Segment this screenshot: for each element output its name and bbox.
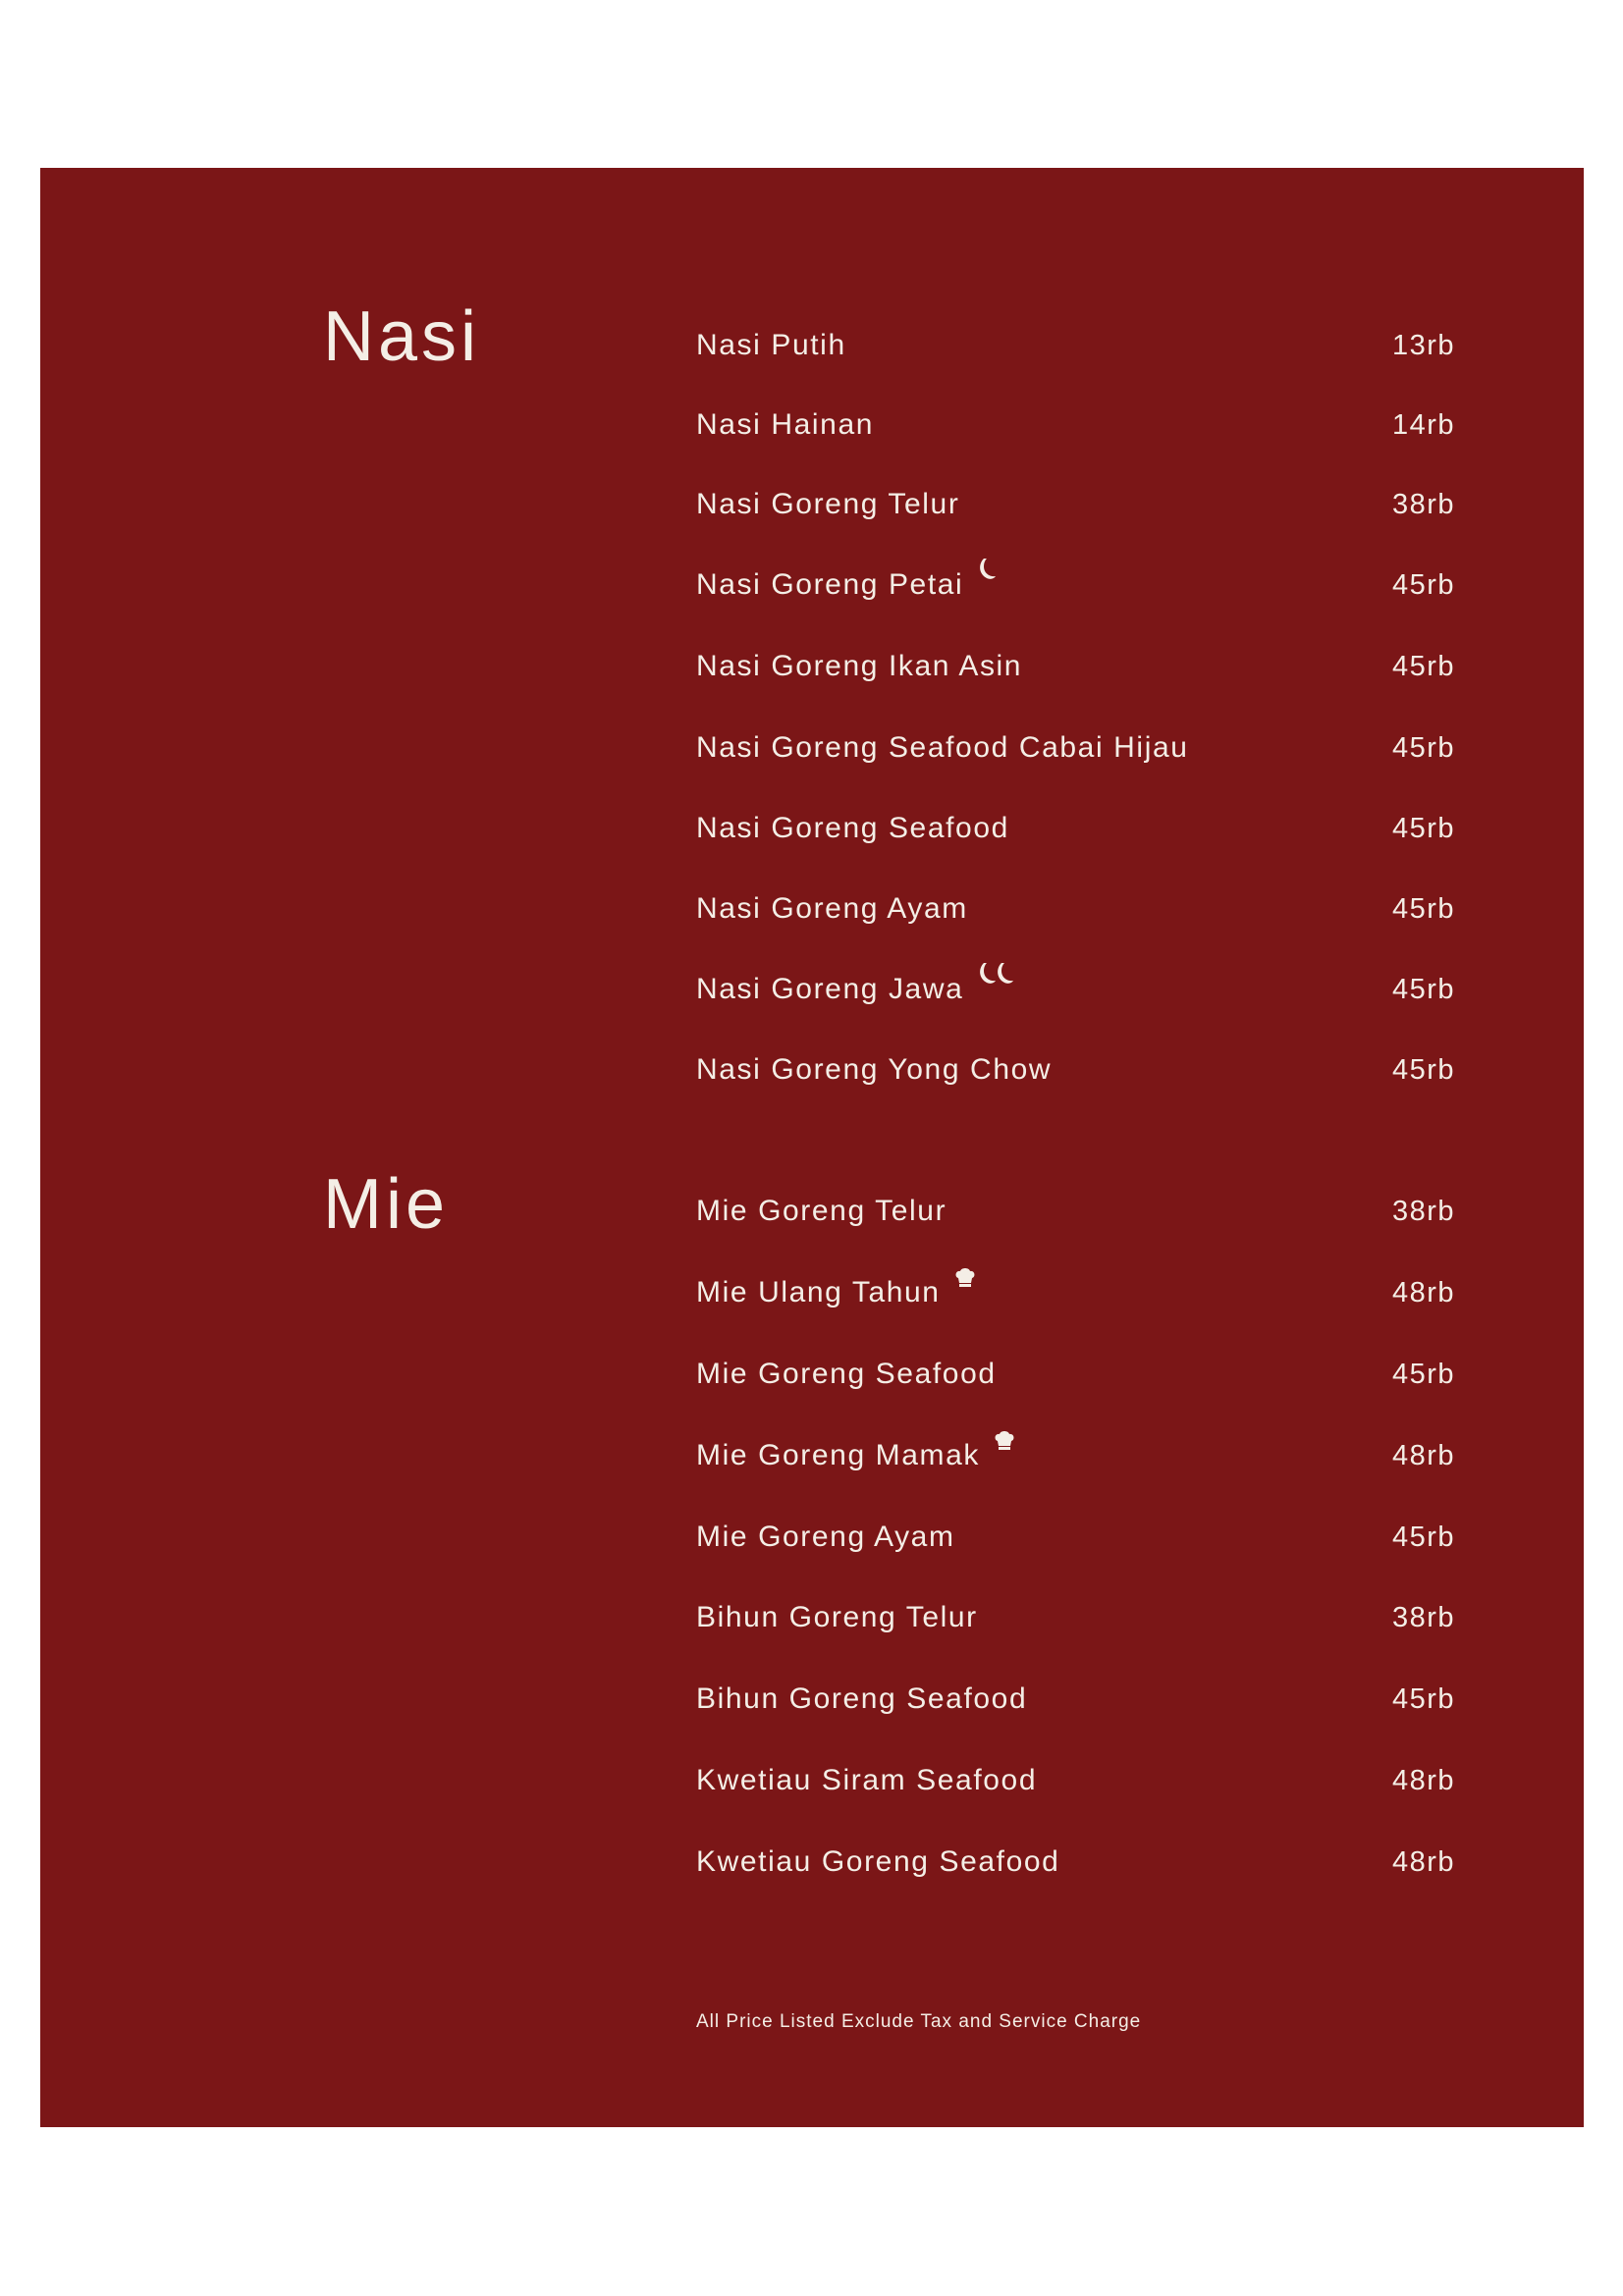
menu-item-name: Nasi Hainan xyxy=(696,408,875,441)
chili-single-icon xyxy=(975,557,997,582)
chef-hat-icon xyxy=(994,1429,1015,1451)
menu-item-price: 45rb xyxy=(1391,974,1455,1005)
menu-item-name: Mie Goreng Seafood xyxy=(696,1358,997,1390)
menu-item-name: Nasi Goreng Telur xyxy=(696,488,960,520)
menu-item-name: Mie Goreng Telur xyxy=(696,1195,947,1227)
menu-item-name: Nasi Goreng Seafood Cabai Hijau xyxy=(696,731,1189,764)
menu-item-name: Kwetiau Goreng Seafood xyxy=(696,1845,1060,1878)
menu-item-name: Nasi Goreng Seafood xyxy=(696,812,1009,844)
menu-item-name: Nasi Goreng Yong Chow xyxy=(696,1053,1053,1086)
menu-item-name: Mie Ulang Tahun xyxy=(696,1276,941,1308)
menu-item-name: Nasi Goreng Jawa xyxy=(696,973,964,1005)
menu-item-price: 48rb xyxy=(1391,1765,1455,1796)
menu-item-price: 38rb xyxy=(1391,1196,1455,1227)
menu-item-price: 45rb xyxy=(1391,1054,1455,1086)
menu-item xyxy=(696,1278,976,1308)
menu-item-price: 45rb xyxy=(1391,1522,1455,1553)
menu-item-name: Bihun Goreng Telur xyxy=(696,1601,978,1633)
menu-item-price: 48rb xyxy=(1391,1440,1455,1471)
menu-item-name: Mie Goreng Mamak xyxy=(696,1439,981,1471)
menu-item xyxy=(696,975,1016,1004)
footer-note: All Price Listed Exclude Tax and Service Charge xyxy=(696,2011,1142,2032)
menu-item-price: 14rb xyxy=(1391,409,1455,441)
menu-item-price: 45rb xyxy=(1391,1359,1455,1390)
menu-item-price: 45rb xyxy=(1391,893,1455,925)
menu-item-price: 45rb xyxy=(1391,732,1455,764)
menu-item-price: 45rb xyxy=(1391,651,1455,682)
menu-item xyxy=(696,570,997,600)
menu-item-price: 45rb xyxy=(1391,1683,1455,1715)
menu-item-price: 45rb xyxy=(1391,569,1455,601)
menu-item-name: Nasi Goreng Petai xyxy=(696,568,964,601)
menu-item-name: Mie Goreng Ayam xyxy=(696,1521,955,1553)
section-title-nasi: Nasi xyxy=(323,297,481,376)
menu-panel xyxy=(40,168,1584,2127)
menu-item-price: 13rb xyxy=(1391,330,1455,361)
menu-item xyxy=(696,1441,1015,1470)
menu-item-name: Nasi Putih xyxy=(696,329,846,361)
menu-item-name: Kwetiau Siram Seafood xyxy=(696,1764,1038,1796)
menu-item-name: Nasi Goreng Ikan Asin xyxy=(696,650,1023,682)
menu-item-price: 48rb xyxy=(1391,1846,1455,1878)
section-title-mie: Mie xyxy=(323,1165,450,1244)
menu-item-price: 38rb xyxy=(1391,489,1455,520)
menu-item-price: 38rb xyxy=(1391,1602,1455,1633)
menu-item-price: 48rb xyxy=(1391,1277,1455,1308)
menu-item-name: Bihun Goreng Seafood xyxy=(696,1682,1028,1715)
chili-double-icon xyxy=(975,961,1016,987)
menu-item-price: 45rb xyxy=(1391,813,1455,844)
chef-hat-icon xyxy=(954,1266,976,1288)
menu-item-name: Nasi Goreng Ayam xyxy=(696,892,968,925)
